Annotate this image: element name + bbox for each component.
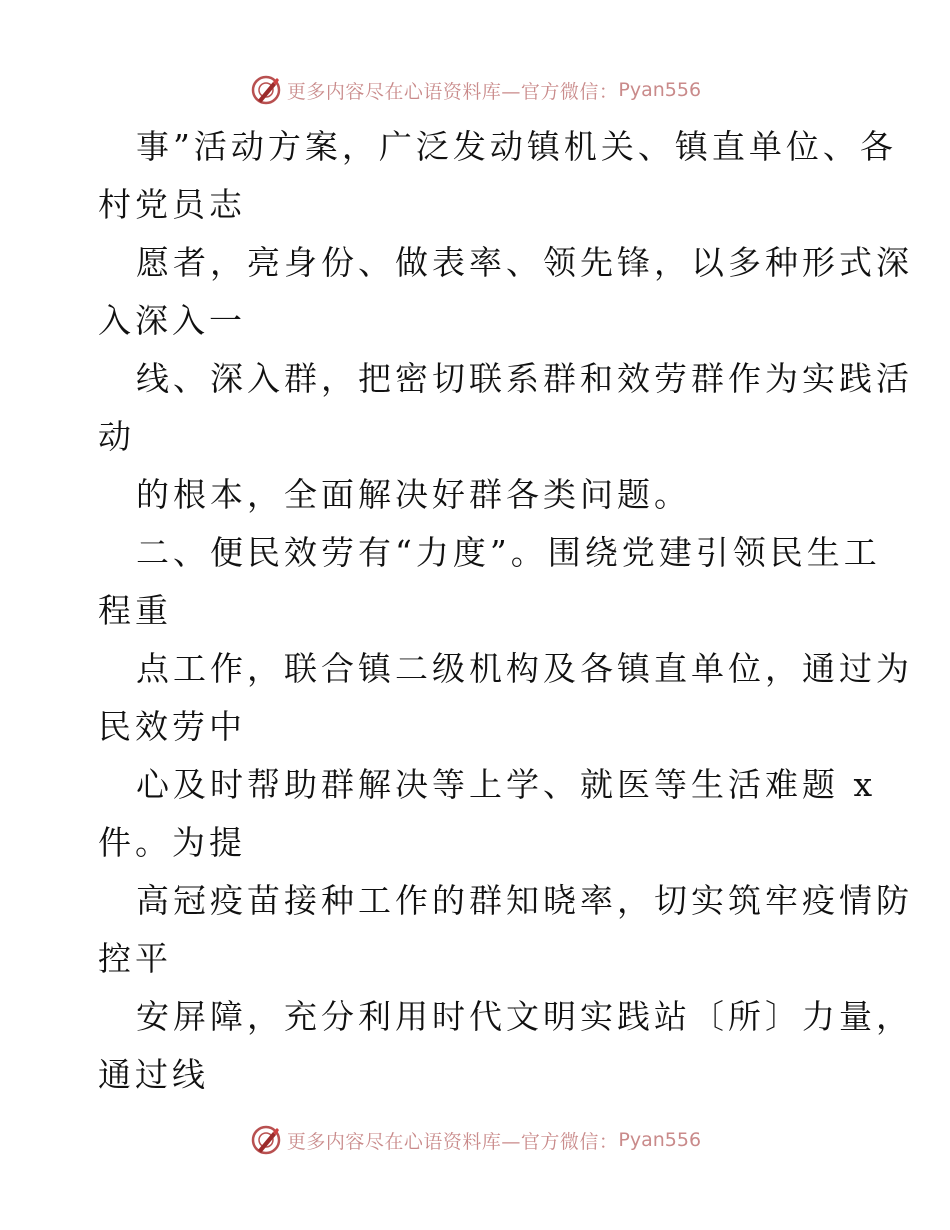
text-line: 民效劳中 [98, 707, 246, 746]
text-line: 程重 [98, 591, 172, 630]
text-line: 线、深入群，把密切联系群和效劳群作为实践活 [136, 359, 913, 398]
document-body [98, 118, 913, 1104]
pen-logo-icon [249, 1123, 283, 1157]
header-watermark [0, 70, 950, 110]
watermark-text: 更多内容尽在心语资料库—官方微信： [286, 1130, 619, 1153]
text-line: 动 [98, 417, 135, 456]
watermark-handle: Pyan556 [618, 79, 702, 101]
text-line: 二、便民效劳有“力度”。围绕党建引领民生工 [136, 533, 881, 572]
text-line: 入深入一 [98, 301, 246, 340]
footer-watermark [0, 1120, 950, 1160]
text-line: 事”活动方案，广泛发动镇机关、镇直单位、各 [136, 127, 897, 166]
text-line: 控平 [98, 939, 172, 978]
text-line: 心及时帮助群解决等上学、就医等生活难题 x [136, 765, 877, 804]
text-line: 安屏障，充分利用时代文明实践站〔所〕力量， [136, 997, 913, 1036]
watermark-text: 更多内容尽在心语资料库—官方微信： [286, 80, 619, 103]
text-line: 件。为提 [98, 823, 246, 862]
text-line: 愿者，亮身份、做表率、领先锋，以多种形式深 [136, 243, 913, 282]
text-line: 高冠疫苗接种工作的群知晓率，切实筑牢疫情防 [136, 881, 913, 920]
text-line: 的根本，全面解决好群各类问题。 [136, 475, 691, 514]
text-line: 通过线 [98, 1055, 209, 1094]
pen-logo-icon [249, 73, 283, 107]
watermark-handle: Pyan556 [618, 1129, 702, 1151]
text-line: 点工作，联合镇二级机构及各镇直单位，通过为 [136, 649, 913, 688]
text-line: 村党员志 [98, 185, 246, 224]
